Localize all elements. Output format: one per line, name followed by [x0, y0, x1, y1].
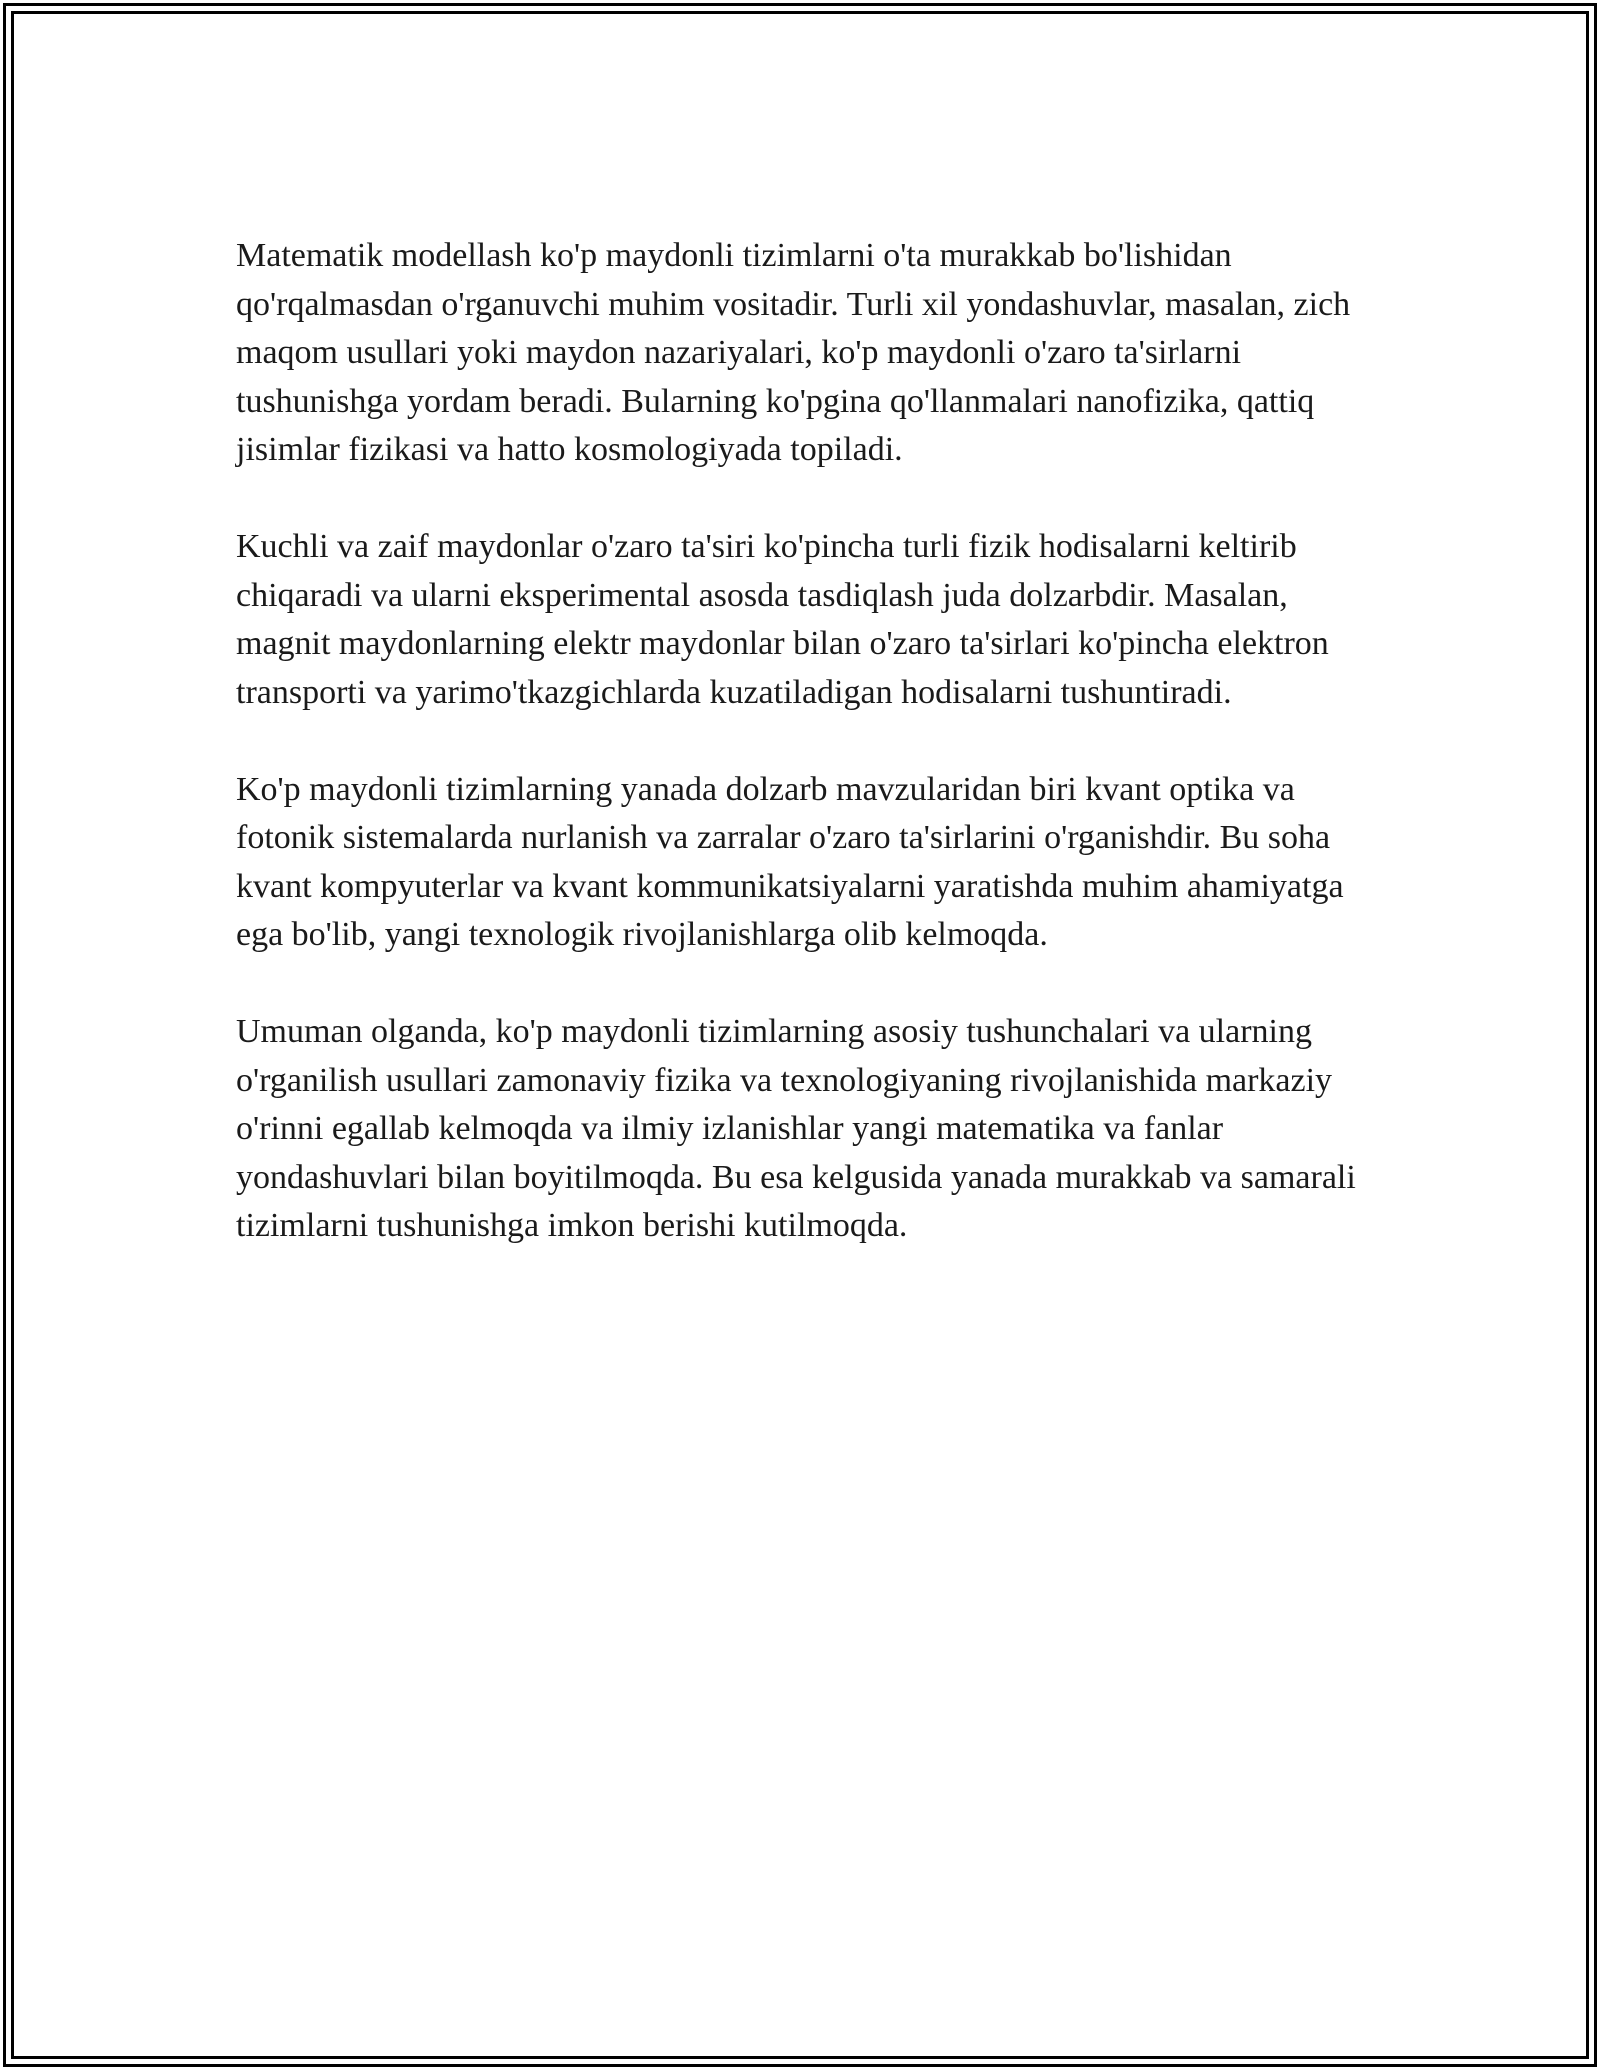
paragraph-4: Umuman olganda, ko'p maydonli tizimlarning asosiy tushunchalari va ularning o'rganilish usullari zamonaviy fizika va texnologiyaning rivojlanishida markaziy o'rinni egallab kelmoqda va ilmiy izlanishlar yangi matematika va fanlar yondashuvlari bilan boyitilmoqda. Bu esa kelgusida yanada murakkab va samarali tizimlarni tushunishga imkon berishi kutilmoqda. — [236, 1013, 1356, 1244]
paragraph-1: Matematik modellash ko'p maydonli tizimlarni o'ta murakkab bo'lishidan qo'rqalmasdan o'rganuvchi muhim vositadir. Turli xil yondashuvlar, masalan, zich maqom usullari yoki maydon nazariyalari, ko'p maydonli o'zaro ta'sirlarni tushunishga yordam beradi. Bularning ko'pgina qo'llanmalari nanofizika, qattiq jisimlar fizikasi va hatto kosmologiyada topiladi. — [236, 237, 1351, 468]
paragraph-2: Kuchli va zaif maydonlar o'zaro ta'siri ko'pincha turli fizik hodisalarni keltirib chiqaradi va ularni eksperimental asosda tasdiqlash juda dolzarbdir. Masalan, magnit maydonlarning elektr maydonlar bilan o'zaro ta'sirlari ko'pincha elektron transporti va yarimo'tkazgichlarda kuzatiladigan hodisalarni tushuntiradi. — [236, 528, 1329, 711]
paragraph-3: Ko'p maydonli tizimlarning yanada dolzarb mavzularidan biri kvant optika va fotonik sistemalarda nurlanish va zarralar o'zaro ta'sirlarini o'rganishdir. Bu soha kvant kompyuterlar va kvant kommunikatsiyalarni yaratishda muhim ahamiyatga ega bo'lib, yangi texnologik rivojlanishlarga olib kelmoqda. — [236, 770, 1344, 953]
document-body — [236, 232, 1376, 1251]
